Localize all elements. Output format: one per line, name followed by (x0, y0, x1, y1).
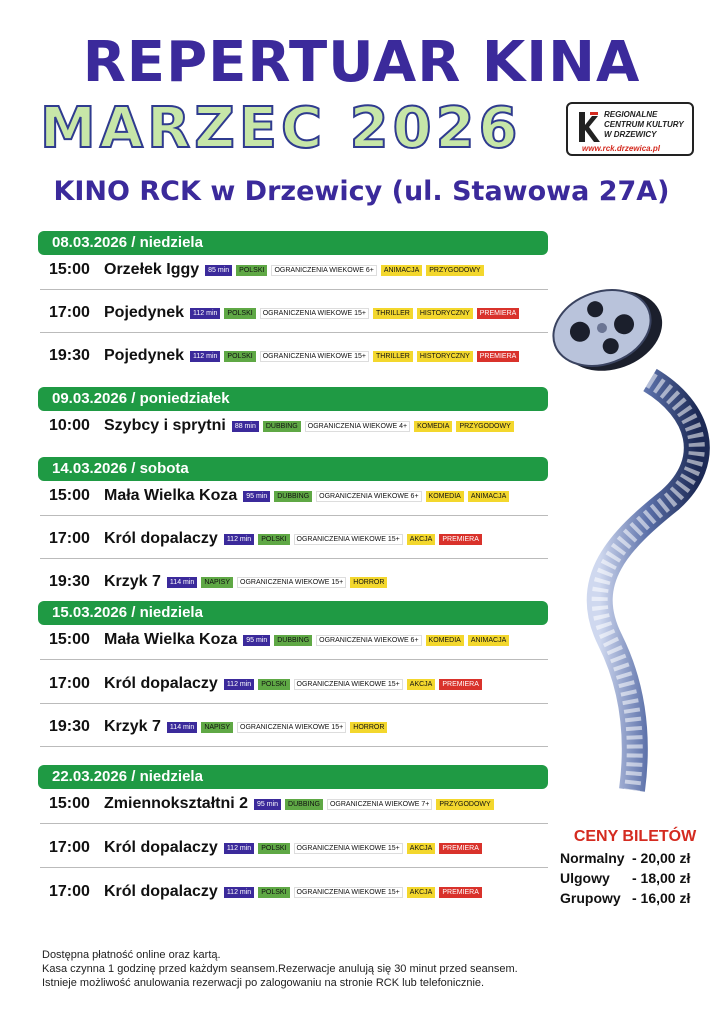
cinema-address: KINO RCK w Drzewicy (ul. Stawowa 27A) (53, 176, 670, 207)
duration-tag: 95 min (243, 491, 270, 502)
genre-tag: HISTORYCZNY (417, 308, 473, 319)
language-tag: DUBBING (274, 491, 312, 502)
price-label: Normalny (560, 850, 625, 866)
showtime-row[interactable] (40, 476, 548, 516)
premiere-tag: PREMIERA (439, 534, 482, 545)
showtime: 17:00 (49, 530, 90, 547)
row-divider (40, 659, 548, 660)
showtime: 17:00 (49, 839, 90, 856)
premiere-tag: PREMIERA (439, 843, 482, 854)
showtime: 19:30 (49, 573, 90, 590)
movie-title: Król dopalaczy (104, 530, 218, 547)
language-tag: POLSKI (258, 843, 289, 854)
showtime: 10:00 (49, 417, 90, 434)
language-tag: DUBBING (274, 635, 312, 646)
show-info (104, 304, 523, 322)
language-tag: NAPISY (201, 577, 233, 588)
showtime-row[interactable] (40, 784, 548, 824)
duration-tag: 95 min (243, 635, 270, 646)
age-rating-tag: OGRANICZENIA WIEKOWE 4+ (305, 421, 410, 432)
showtime-row[interactable] (40, 828, 548, 868)
row-divider (40, 515, 548, 516)
price-row (560, 848, 710, 868)
age-rating-tag: OGRANICZENIA WIEKOWE 15+ (294, 534, 403, 545)
ticket-prices (560, 828, 710, 908)
price-value: - 20,00 zł (632, 850, 691, 866)
genre-tag: HISTORYCZNY (417, 351, 473, 362)
duration-tag: 112 min (224, 887, 254, 898)
duration-tag: 112 min (224, 843, 254, 854)
movie-title: Pojedynek (104, 347, 185, 364)
price-row (560, 888, 710, 908)
showtime-row[interactable] (40, 336, 548, 376)
row-divider (40, 823, 548, 824)
footer-line: Kasa czynna 1 godzinę przed każdym seansem.Rezerwacje anulują się 30 minut przed seansem. (42, 963, 518, 975)
language-tag: NAPISY (201, 722, 233, 733)
premiere-tag: PREMIERA (477, 308, 520, 319)
duration-tag: 114 min (167, 722, 197, 733)
language-tag: DUBBING (285, 799, 323, 810)
movie-title: Mała Wielka Koza (104, 487, 238, 504)
movie-title: Szybcy i sprytni (104, 417, 226, 434)
showtime: 17:00 (49, 675, 90, 692)
logo-line-2: CENTRUM KULTURY (604, 120, 684, 129)
show-info (104, 718, 391, 736)
age-rating-tag: OGRANICZENIA WIEKOWE 6+ (316, 491, 421, 502)
show-info (104, 347, 523, 365)
row-divider (40, 332, 548, 333)
logo-line-3: W DRZEWICY (604, 130, 657, 139)
footer-line: Dostępna płatność online oraz kartą. (42, 949, 221, 961)
showtime-row[interactable] (40, 664, 548, 704)
showtime-row[interactable] (40, 620, 548, 660)
language-tag: POLSKI (224, 351, 255, 362)
show-info (104, 261, 488, 279)
prices-heading: CENY BILETÓW (573, 828, 697, 845)
age-rating-tag: OGRANICZENIA WIEKOWE 15+ (260, 351, 369, 362)
genre-tag: ANIMACJA (381, 265, 422, 276)
show-info (104, 631, 513, 649)
duration-tag: 95 min (254, 799, 281, 810)
showtime: 19:30 (49, 718, 90, 735)
language-tag: POLSKI (258, 679, 289, 690)
age-rating-tag: OGRANICZENIA WIEKOWE 15+ (294, 843, 403, 854)
genre-tag: KOMEDIA (426, 635, 464, 646)
age-rating-tag: OGRANICZENIA WIEKOWE 15+ (237, 577, 346, 588)
movie-title: Król dopalaczy (104, 883, 218, 900)
showtime: 15:00 (49, 261, 90, 278)
showtime: 19:30 (49, 347, 90, 364)
duration-tag: 112 min (224, 534, 254, 545)
showtime-row[interactable] (40, 406, 548, 446)
age-rating-tag: OGRANICZENIA WIEKOWE 7+ (327, 799, 432, 810)
row-divider (40, 746, 548, 747)
duration-tag: 88 min (232, 421, 259, 432)
show-info (104, 883, 486, 901)
showtime-row[interactable] (40, 872, 548, 912)
show-info (104, 839, 486, 857)
row-divider (40, 289, 548, 290)
row-divider (40, 703, 548, 704)
age-rating-tag: OGRANICZENIA WIEKOWE 15+ (260, 308, 369, 319)
footer-notes (42, 948, 518, 990)
price-label: Grupowy (560, 890, 621, 906)
movie-title: Pojedynek (104, 304, 185, 321)
duration-tag: 112 min (224, 679, 254, 690)
age-rating-tag: OGRANICZENIA WIEKOWE 6+ (316, 635, 421, 646)
language-tag: POLSKI (258, 887, 289, 898)
rck-logo (566, 102, 694, 156)
duration-tag: 112 min (190, 308, 220, 319)
showtime-row[interactable] (40, 707, 548, 747)
logo-url-link[interactable]: www.rck.drzewica.pl (582, 144, 660, 153)
genre-tag: AKCJA (407, 534, 436, 545)
price-label: Ulgowy (560, 870, 610, 886)
duration-tag: 114 min (167, 577, 197, 588)
language-tag: POLSKI (258, 534, 289, 545)
price-value: - 16,00 zł (632, 890, 691, 906)
showtime: 17:00 (49, 304, 90, 321)
movie-title: Krzyk 7 (104, 573, 161, 590)
showtime: 15:00 (49, 487, 90, 504)
day-header: 15.03.2026 / niedziela (38, 601, 548, 625)
movie-title: Zmiennokształtni 2 (104, 795, 249, 812)
genre-tag: ANIMACJA (468, 491, 509, 502)
premiere-tag: PREMIERA (477, 351, 520, 362)
show-info (104, 573, 391, 591)
language-tag: DUBBING (263, 421, 301, 432)
day-header: 08.03.2026 / niedziela (38, 231, 548, 255)
genre-tag: PRZYGODOWY (426, 265, 483, 276)
showtime: 15:00 (49, 795, 90, 812)
genre-tag: AKCJA (407, 887, 436, 898)
genre-tag: KOMEDIA (426, 491, 464, 502)
showtime: 17:00 (49, 883, 90, 900)
showtime: 15:00 (49, 631, 90, 648)
genre-tag: HORROR (350, 577, 387, 588)
genre-tag: THRILLER (373, 308, 413, 319)
show-info (104, 487, 513, 505)
genre-tag: ANIMACJA (468, 635, 509, 646)
show-info (104, 675, 486, 693)
language-tag: POLSKI (236, 265, 267, 276)
language-tag: POLSKI (224, 308, 255, 319)
row-divider (40, 867, 548, 868)
film-reel-icon (540, 280, 720, 800)
poster-title: REPERTUAR KINA (82, 30, 641, 95)
movie-title: Król dopalaczy (104, 839, 218, 856)
age-rating-tag: OGRANICZENIA WIEKOWE 15+ (294, 679, 403, 690)
show-info (104, 795, 498, 813)
genre-tag: PRZYGODOWY (436, 799, 493, 810)
movie-title: Krzyk 7 (104, 718, 161, 735)
duration-tag: 112 min (190, 351, 220, 362)
genre-tag: KOMEDIA (414, 421, 452, 432)
genre-tag: AKCJA (407, 679, 436, 690)
rck-logo-mark-icon (576, 110, 600, 144)
day-header: 22.03.2026 / niedziela (38, 765, 548, 789)
showtime-row[interactable] (40, 250, 548, 290)
age-rating-tag: OGRANICZENIA WIEKOWE 15+ (294, 887, 403, 898)
show-info (104, 530, 486, 548)
movie-title: Orzełek Iggy (104, 261, 200, 278)
row-divider (40, 558, 548, 559)
price-value: - 18,00 zł (632, 870, 691, 886)
genre-tag: HORROR (350, 722, 387, 733)
age-rating-tag: OGRANICZENIA WIEKOWE 6+ (271, 265, 376, 276)
premiere-tag: PREMIERA (439, 887, 482, 898)
showtime-row[interactable] (40, 293, 548, 333)
footer-line: Istnieje możliwość anulowania rezerwacji po zalogowaniu na stronie RCK lub telefonicznie. (42, 977, 485, 989)
day-header: 14.03.2026 / sobota (38, 457, 548, 481)
showtime-row[interactable] (40, 562, 548, 602)
genre-tag: PRZYGODOWY (456, 421, 513, 432)
duration-tag: 85 min (205, 265, 232, 276)
price-row (560, 868, 710, 888)
logo-line-1: REGIONALNE (604, 110, 658, 119)
genre-tag: AKCJA (407, 843, 436, 854)
day-header: 09.03.2026 / poniedziałek (38, 387, 548, 411)
showtime-row[interactable] (40, 519, 548, 559)
movie-title: Mała Wielka Koza (104, 631, 238, 648)
premiere-tag: PREMIERA (439, 679, 482, 690)
genre-tag: THRILLER (373, 351, 413, 362)
poster-month: MARZEC 2026 (40, 96, 522, 161)
age-rating-tag: OGRANICZENIA WIEKOWE 15+ (237, 722, 346, 733)
movie-title: Król dopalaczy (104, 675, 218, 692)
show-info (104, 417, 518, 435)
